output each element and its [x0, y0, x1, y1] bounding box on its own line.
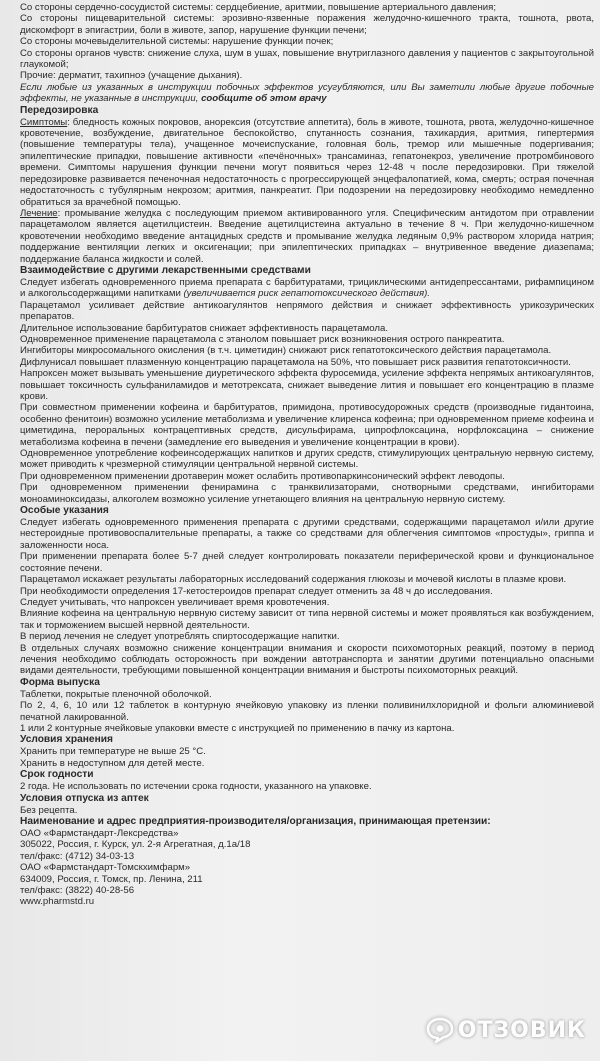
interactions-p1-italic: (увеличивается риск гепатотоксического действия).: [183, 288, 430, 300]
form-p3: 1 или 2 контурные ячейковые упаковки вместе с инструкцией по применению в пачку из картона.: [20, 722, 455, 734]
side-effects-note: [20, 82, 594, 105]
interactions-p6: Дифлунисал повышает плазменную концентрацию парацетамола на 50%, что повышает риск развития гепатотоксичности.: [20, 356, 571, 368]
dispense-heading: Условия отпуска из аптек: [20, 792, 149, 804]
dispense-p1: Без рецепта.: [20, 804, 78, 816]
interactions-p5: Ингибиторы микросомального окисления (в т.ч. циметидин) снижают риск гепатотоксического действия парацетамола.: [20, 345, 552, 357]
interactions-p1-text: Следует избегать одновременного приема препарата с барбитуратами, трициклическими антидепрессантами, рифампицином и алкогольсодержащими напитками: [20, 276, 594, 300]
interactions-p4: Одновременное применение парацетамола с этанолом повышает риск возникновения острого панкреатита.: [20, 333, 505, 345]
side-effects-other: Прочие: дерматит, тахипноэ (учащение дыхания).: [20, 70, 243, 82]
side-effects-note-italic: Если любые из указанных в инструкции побочных эффектов усугубляются, или Вы заметили любые другие побочные эффекты, не указанные в инструкции,: [20, 81, 594, 105]
special-p7: В период лечения не следует употреблять спиртосодержащие напитки.: [20, 631, 340, 643]
storage-heading: Условия хранения: [20, 734, 113, 746]
side-effects-cardio: Со стороны сердечно-сосудистой системы: сердцебиение, аритмии, повышение артериального давления;: [20, 2, 497, 13]
overdose-treatment-label: Лечение: [20, 207, 58, 219]
interactions-p10: При одновременном применении дротаверин может ослабить противопаркинсонический эффект леводопы.: [20, 470, 505, 482]
side-effects-senses: Со стороны органов чувств: снижение слуха, шум в ушах, повышение внутриглазного давления у пациентов с закрытоугольной глаукомой;: [20, 47, 594, 71]
special-p3: Парацетамол искажает результаты лабораторных исследований содержания глюкозы и мочевой кислоты в плазме крови.: [20, 574, 567, 586]
manufacturer-1-address: 305022, Россия, г. Курск, ул. 2-я Агрегатная, д.1а/18: [20, 839, 251, 851]
interactions-p1: [20, 277, 594, 300]
special-p2: При применении препарата более 5-7 дней следует контролировать показатели периферической крови и функциональное состояние печени.: [20, 551, 594, 574]
side-effects-urinary: Со стороны мочевыделительной системы: нарушение функции почек;: [20, 36, 334, 48]
special-p6: Влияние кофеина на центральную нервную систему зависит от типа нервной системы и может проявляться как возбуждением, так и торможением высшей нервной деятельности.: [20, 608, 594, 631]
manufacturer-2-address: 634009, Россия, г. Томск, пр. Ленина, 211: [20, 873, 203, 885]
side-effects-note-bold: сообщите об этом врачу: [201, 93, 327, 105]
form-heading: Форма выпуска: [20, 676, 100, 688]
form-p1: Таблетки, покрытые пленочной оболочкой.: [20, 688, 212, 700]
special-p4: При необходимости определения 17-кетостероидов препарат следует отменить за 48 ч до исследования.: [20, 585, 493, 597]
special-p1: Следует избегать одновременного применения препарата с другими средствами, содержащими парацетамол и/или другие нестероидные противовоспалительные препараты, а также со средствами для облегчения симптомов «простуды», гриппа и заложенности носа.: [20, 517, 594, 551]
overdose-treatment: [20, 208, 594, 265]
interactions-p7: Напроксен может вызывать уменьшение диуретического эффекта фуросемида, усиление эффекта непрямых антикоагулянтов, повышает токсичность сульфаниламидов и метотрексата, снижает выведение лития и повышает его концентрацию в плазме крови.: [20, 368, 594, 402]
interactions-p11: При одновременном применении фенирамина с транквилизаторами, снотворными средствами, ингибиторами моноаминоксидазы, алкоголем возможно усиление угнетающего влияния на центральную нервную систему.: [20, 482, 594, 505]
manufacturer-heading: Наименование и адрес предприятия-производителя/организация, принимающая претензии:: [20, 816, 491, 827]
interactions-p9: Одновременное употребление кофеинсодержащих напитков и других средств, стимулирующих центральную нервную систему, может приводить к чрезмерной стимуляции центральной нервной системы.: [20, 448, 594, 471]
special-heading: Особые указания: [20, 505, 109, 517]
manufacturer-1-phone: тел/факс: (4712) 34-03-13: [20, 850, 135, 862]
manufacturer-2-name: ОАО «Фармстандарт-Томскхимфарм»: [20, 862, 191, 874]
special-p5: Следует учитывать, что напроксен увеличивает время кровотечения.: [20, 596, 330, 608]
interactions-heading: Взаимодействие с другими лекарственными средствами: [20, 264, 311, 276]
manufacturer-2-phone: тел/факс: (3822) 40-28-56: [20, 885, 135, 897]
interactions-p2: Парацетамол усиливает действие антикоагулянтов непрямого действия и снижает эффективность урикозурических препаратов.: [20, 299, 594, 323]
side-effects-digestive: Со стороны пищеварительной системы: эрозивно-язвенные поражения желудочно-кишечного тракта, тошнота, рвота, дискомфорт в эпигастрии, боли в животе, запор, нарушение функции печени;: [20, 13, 594, 36]
overdose-heading: Передозировка: [20, 104, 99, 116]
overdose-treatment-text: : промывание желудка с последующим приемом активированного угля. Специфическим антидотом при отравлении парацетамолом является ацетилцистеин. Введение ацетилцистеина актуально в течение 8 ч. При желудочно-кишечном кровотечении необходимо введение антацидных средств и промывание желудка ледяным 0,9% раствором хлорида натрия; поддержание вентиляции легких и оксигенации; при эпилептических припадках – внутривенное введение диазепама; поддержание баланса жидкости и солей.: [20, 207, 594, 265]
shelf-life-heading: Срок годности: [20, 769, 94, 781]
interactions-p8: При совместном применении кофеина и барбитуратов, примидона, противосудорожных средств (производные гидантоина, особенно фенитоин) возможно усиление метаболизма и увеличение клиренса кофеина; при одновременном приеме кофеина и циметидина, пероральных контрацептивных средств, дисульфирама, ципрофлоксацина, норфлоксацина – снижение метаболизма кофеина в печени (замедление его выведения и увеличение концентрации в крови).: [20, 402, 594, 448]
shelf-life-p1: 2 года. Не использовать по истечении срока годности, указанного на упаковке.: [20, 781, 372, 793]
overdose-symptoms: [20, 117, 594, 208]
storage-p2: Хранить в недоступном для детей месте.: [20, 757, 205, 769]
interactions-p3: Длительное использование барбитуратов снижает эффективность парацетамола.: [20, 322, 388, 334]
special-p8: В отдельных случаях возможно снижение концентрации внимания и скорости психомоторных реакций, поэтому в период лечения необходимо соблюдать осторожность при вождении автотранспорта и занятии другими потенциально опасными видами деятельности, требующими повышенной концентрации внимания и быстроты психомоторных реакций.: [20, 642, 594, 677]
storage-p1: Хранить при температуре не выше 25 °С.: [20, 746, 206, 758]
speech-bubble-icon: [426, 1017, 454, 1043]
overdose-symptoms-text: : бледность кожных покровов, анорексия (отсутствие аппетита), боль в животе, тошнота, рвота, желудочно-кишечное кровотечение, возбуждение, двигательное беспокойство, спутанность сознания, тахикардия, аритмия, гипертермия (повышение температуры тела), учащенное мочеиспускание, головная боль, тремор или мышечные подергивания; эпилептические припадки, повышение активности «печёночных» трансаминаз, гепатонекроз, увеличение протромбинового времени. Симптомы нарушения функции печени могут появиться через 12-48 ч после передозировки. При тяжелой передозировке развивается печеночная недостаточность с прогрессирующей энцефалопатией, кома, смерть; острая почечная недостаточность с тубулярным некрозом; аритмия, панкреатит. При подозрении на передозировку необходимо немедленно обратиться за врачебной помощью.: [20, 116, 594, 208]
manufacturer-website: www.pharmstd.ru: [20, 896, 95, 908]
otzovik-watermark: [426, 1017, 586, 1043]
manufacturer-1-name: ОАО «Фармстандарт-Лексредства»: [20, 828, 179, 839]
overdose-symptoms-label: Симптомы: [20, 116, 68, 128]
form-p2: По 2, 4, 6, 10 или 12 таблеток в контурную ячейковую упаковку из пленки поливинилхлоридной и фольги алюминиевой печатной лакированной.: [20, 700, 594, 723]
watermark-text: ОТЗОВИК: [457, 1017, 586, 1043]
